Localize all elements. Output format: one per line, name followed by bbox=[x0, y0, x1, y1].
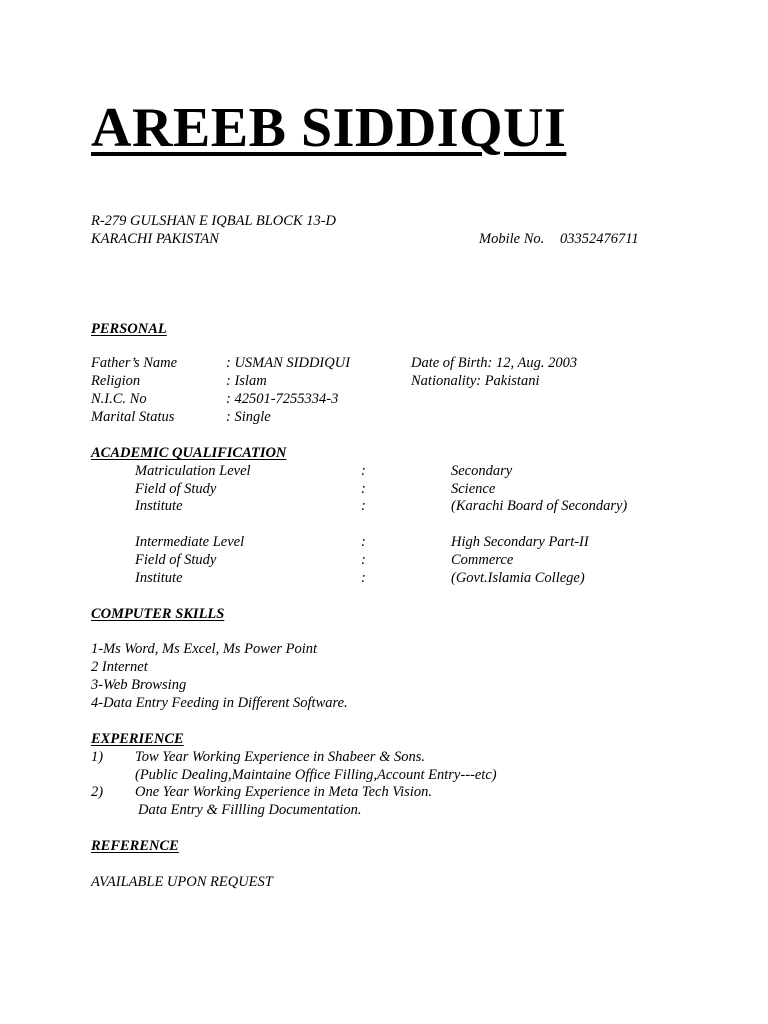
academic-label: Intermediate Level bbox=[135, 534, 245, 550]
candidate-name: AREEB SIDDIQUI bbox=[91, 97, 567, 159]
academic-value: Commerce bbox=[451, 552, 514, 568]
academic-label: Field of Study bbox=[135, 481, 217, 497]
academic-colon: : bbox=[361, 552, 366, 568]
experience-detail: (Public Dealing,Maintaine Office Filling,Account Entry---etc) bbox=[135, 767, 497, 783]
personal-nationality: Nationality: Pakistani bbox=[411, 373, 540, 389]
personal-heading: PERSONAL bbox=[91, 321, 167, 337]
address-line-1: R-279 GULSHAN E IQBAL BLOCK 13-D bbox=[91, 213, 337, 229]
skill-item: 3-Web Browsing bbox=[91, 677, 187, 693]
computer-skills-heading: COMPUTER SKILLS bbox=[91, 606, 225, 622]
mobile-label: Mobile No. bbox=[479, 231, 545, 247]
skill-item: 2 Internet bbox=[91, 659, 148, 675]
personal-value-nic: : 42501-7255334-3 bbox=[226, 391, 339, 407]
personal-value-religion: : Islam bbox=[226, 373, 267, 389]
personal-date-of-birth: Date of Birth: 12, Aug. 2003 bbox=[411, 355, 578, 371]
academic-colon: : bbox=[361, 534, 366, 550]
reference-heading: REFERENCE bbox=[91, 838, 179, 854]
academic-value: (Govt.Islamia College) bbox=[451, 570, 585, 586]
skill-item: 1-Ms Word, Ms Excel, Ms Power Point bbox=[91, 641, 318, 657]
personal-label-father: Father’s Name bbox=[91, 355, 178, 371]
academic-value: Secondary bbox=[451, 463, 513, 479]
academic-label: Field of Study bbox=[135, 552, 217, 568]
academic-colon: : bbox=[361, 570, 366, 586]
academic-label: Matriculation Level bbox=[135, 463, 251, 479]
academic-colon: : bbox=[361, 498, 366, 514]
experience-heading: EXPERIENCE bbox=[91, 731, 184, 747]
personal-value-father: : USMAN SIDDIQUI bbox=[226, 355, 351, 371]
mobile-number: 03352476711 bbox=[560, 231, 639, 247]
address-line-2: KARACHI PAKISTAN bbox=[91, 231, 219, 247]
academic-value: (Karachi Board of Secondary) bbox=[451, 498, 628, 514]
academic-label: Institute bbox=[135, 498, 183, 514]
academic-value: Science bbox=[451, 481, 496, 497]
personal-label-religion: Religion bbox=[91, 373, 141, 389]
academic-colon: : bbox=[361, 463, 366, 479]
academic-colon: : bbox=[361, 481, 366, 497]
academic-label: Institute bbox=[135, 570, 183, 586]
personal-label-nic: N.I.C. No bbox=[91, 391, 147, 407]
experience-number: 1) bbox=[91, 749, 104, 765]
experience-number: 2) bbox=[91, 784, 104, 800]
academic-value: High Secondary Part-II bbox=[451, 534, 589, 550]
personal-value-marital: : Single bbox=[226, 409, 271, 425]
personal-label-marital: Marital Status bbox=[91, 409, 175, 425]
reference-text: AVAILABLE UPON REQUEST bbox=[91, 874, 273, 890]
experience-title: Tow Year Working Experience in Shabeer & Sons. bbox=[135, 749, 425, 765]
academic-heading: ACADEMIC QUALIFICATION bbox=[91, 445, 287, 461]
skill-item: 4-Data Entry Feeding in Different Software. bbox=[91, 695, 348, 711]
experience-detail: Data Entry & Fillling Documentation. bbox=[138, 802, 362, 818]
experience-title: One Year Working Experience in Meta Tech Vision. bbox=[135, 784, 432, 800]
